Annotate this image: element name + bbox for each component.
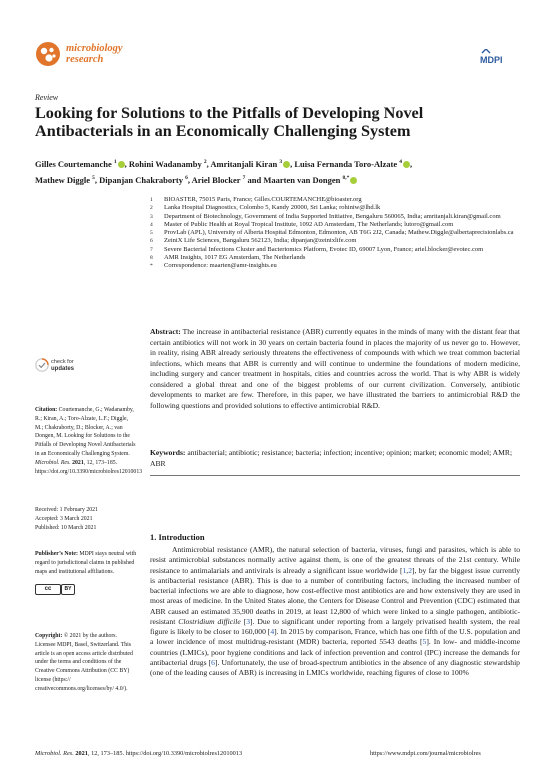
citation-link[interactable]: 5: [422, 637, 427, 647]
journal-name-line1: microbiology: [66, 43, 123, 54]
cc-license-icon[interactable]: cc: [35, 584, 61, 595]
citation-block: Citation: Courtemanche, G.; Wadanamby, R.; Kiran, A.; Toro-Alzate, L.F.; Diggle, M.; Chakraborty, D.; Blocker, A.; van Dongen, M. Looking for Solutions to the Pitfalls of Developing Novel Antibacterials in an Economically Challenging System. Microbiol. Res. 2021, 12, 173–185. https://doi.org/10.3390/microbiolres12010013: [35, 407, 143, 475]
author-line-2: Mathew Diggle $^5$, Dipanjan Chakraborty $^6$, Ariel Blocker $^7$ and Maarten van Dongen $^{8,*}$: [35, 171, 515, 187]
affiliation: 4 Master of Public Health at Royal Tropical Institute, 1092 AD Amsterdam, The Netherlands; lutoro@gmail.com: [150, 220, 454, 228]
affiliation: 5 ProvLab (APL), University of Alberta Hospital Edmonton, Edmonton, AB T6G 2J2, Canada; Mathew.Diggle@albertaprecisionlabs.ca: [150, 229, 514, 237]
abstract-text: The increase in antibacterial resistance (ABR) currently equates in the minds of many with the distant fear that certain antibiotics will not work in 30 years on certain bacteria found in places the majority of us never go to. However, in reality, rising ABR already seriously threatens the effectiveness of compounds with which we treat common bacterial infections, which means that ABR is currently and will continue to undermine the foundations of modern medicine, including surgery and cancer treatment in hospitals, cities and countries across the world. That is why ABR is widely considered a global threat and one of the biggest problems of our current civilization. Conversely, antibiotic developments to market are few. Therefore, in this paper, we have illustrated the barriers to antimicrobial R&D the following questions and provided solutions to effective antimicrobial R&D.: [150, 327, 520, 410]
orcid-icon[interactable]: [403, 161, 410, 168]
keywords-text: antibacterial; antibiotic; resistance; bacteria; infection; incentive; opinion; market; economic model; AMR; ABR: [150, 448, 513, 468]
article-title: Looking for Solutions to the Pitfalls of Developing Novel Antibacterials in an Economically Challenging System: [35, 104, 424, 140]
footer-citation: Microbiol. Res. 2021, 12, 173–185. https://doi.org/10.3390/microbiolres12010013: [35, 750, 243, 757]
check-updates-label: check for updates: [51, 359, 75, 372]
citation-link[interactable]: 2: [408, 565, 412, 575]
affiliation: 6 ZeiniX Life Sciences, Bangaluru 562123, India; dipanjan@zeinixlife.com: [150, 237, 357, 245]
abstract: [150, 327, 520, 411]
affiliation: 7 Severe Bacterial Infections Cluster and Bacteriomics Platform, Evotec ID, 69007 Lyon, France; ariel.blocker@evotec.com: [150, 245, 484, 253]
keywords: [150, 448, 520, 469]
dates-block: [35, 506, 137, 532]
author: Amritanjali Kiran $^3$: [210, 159, 290, 169]
by-license-icon[interactable]: BY: [61, 584, 75, 595]
citation-link[interactable]: 4: [270, 627, 275, 636]
citation-link[interactable]: 1: [402, 565, 407, 575]
citation-link[interactable]: 3: [246, 616, 251, 626]
keywords-label: Keywords:: [150, 448, 186, 457]
journal-name: [66, 43, 123, 65]
citation-link[interactable]: 6: [211, 657, 215, 667]
orcid-icon[interactable]: [350, 177, 357, 184]
intro-paragraph: Antimicrobial resistance (AMR), the natural selection of bacteria, viruses, fungi and parasites, which is able to resist antimicrobial substances normally active against them, is one of the greatest threats of the 21st century. While resistance to antimalarials and antivirals is already a significant issue worldwide [1,2], by far the biggest issue currently is antibacterial resistance (ABR). This is due to a number of contributing factors, including the increased number of bacterial infections we are able to diagnose, how cost-effective most antibiotics are and how extensively they are used in most areas of medicine. In the United States alone, the Centers for Disease Control and Prevention (CDC) estimated that ABR caused an estimated 35,900 deaths in 2019, at least 12,800 of which were linked to a single pathogen, antibiotic-resistant Clostridium difficile [3]. Due to significant under reporting from a largely privatised health system, the real figure is likely to be closer to 160,000 [4]. In 2015 by comparison, France, which has one fifth of the U.S. population and a lower incidence of most multidrug-resistant (MDR) bacteria, reported 5543 deaths [5]. In low- and middle-income countries (LMICs), poor hygiene conditions and lack of infection prevention and control (IPC) increase the demands for antibacterial drugs [6]. Unfortunately, the use of broad-spectrum antibiotics in the absence of any diagnostic stewardship (one of the leading causes of ABR) is increasing in LMICs worldwide, reaching figures of close to 100%: [150, 545, 521, 677]
copyright-block: Copyright: © 2021 by the authors. Licensee MDPI, Basel, Switzerland. This article is an open access article distributed under the terms and conditions of the Creative Commons Attribution (CC BY) license (https:// creativecommons.org/licenses/by/ 4.0/).: [35, 633, 133, 692]
author: Dipanjan Chakraborty $^6$: [99, 174, 188, 185]
author-line-1: Gilles Courtemanche $^1$ , Rohini Wadanamby $^2$, Amritanjali Kiran $^3$ , Luisa Fernanda Toro-Alzate $^4$ ,: [35, 158, 413, 169]
correspondence: * Correspondence: maarten@amr-insights.eu: [150, 262, 277, 270]
journal-logo-icon: [35, 41, 61, 67]
affiliations: [150, 196, 520, 271]
publisher-name: MDPI: [480, 55, 503, 65]
author: Rohini Wadanamby $^2$: [128, 158, 207, 169]
check-for-updates-button[interactable]: [35, 358, 130, 380]
affiliation: 8 AMR Insights, 1017 EG Amsterdam, The Netherlands: [150, 254, 306, 262]
orcid-icon[interactable]: [118, 161, 125, 168]
accepted-date: Accepted: 3 March 2021: [35, 515, 93, 522]
mdpi-logo-icon: [480, 49, 514, 65]
author: Ariel Blocker $^7$: [191, 174, 246, 185]
abstract-label: Abstract:: [150, 327, 181, 336]
check-updates-icon: [35, 358, 49, 372]
affiliation: 3 Department of Biotechnology, Government of India Supported Initiative, Bengaluru 560065, India; amritanjali.kiran@gmail.com: [150, 212, 501, 220]
affiliation: 1 BIOASTER, 75015 Paris, France; Gilles.COURTEMANCHE@bioaster.org: [150, 196, 362, 203]
author: Mathew Diggle $^5$: [35, 174, 95, 185]
received-date: Received: 1 February 2021: [35, 507, 98, 513]
section-heading: 1. Introduction: [150, 532, 205, 542]
author: Maarten van Dongen $^{8,*}$: [263, 175, 357, 185]
orcid-icon[interactable]: [283, 161, 290, 168]
affiliation: 2 Lanka Hospital Diagnostics, Colombo 5, Kandy 20000, Sri Lanka; rohiniw@lhd.lk: [150, 204, 381, 212]
footer-journal-url[interactable]: https://www.mdpi.com/journal/microbiolres: [370, 750, 481, 757]
author-list: [35, 155, 515, 187]
document-type: Review: [35, 93, 59, 102]
published-date: Published: 10 March 2021: [35, 524, 97, 531]
journal-name-line2: research: [66, 54, 104, 65]
author: Luisa Fernanda Toro-Alzate $^4$: [294, 159, 410, 169]
publisher-note: Publisher’s Note: MDPI stays neutral with regard to jurisdictional claims in published maps and institutional affiliations.: [35, 551, 137, 575]
author: Gilles Courtemanche $^1$: [35, 159, 125, 169]
divider: [150, 475, 520, 476]
